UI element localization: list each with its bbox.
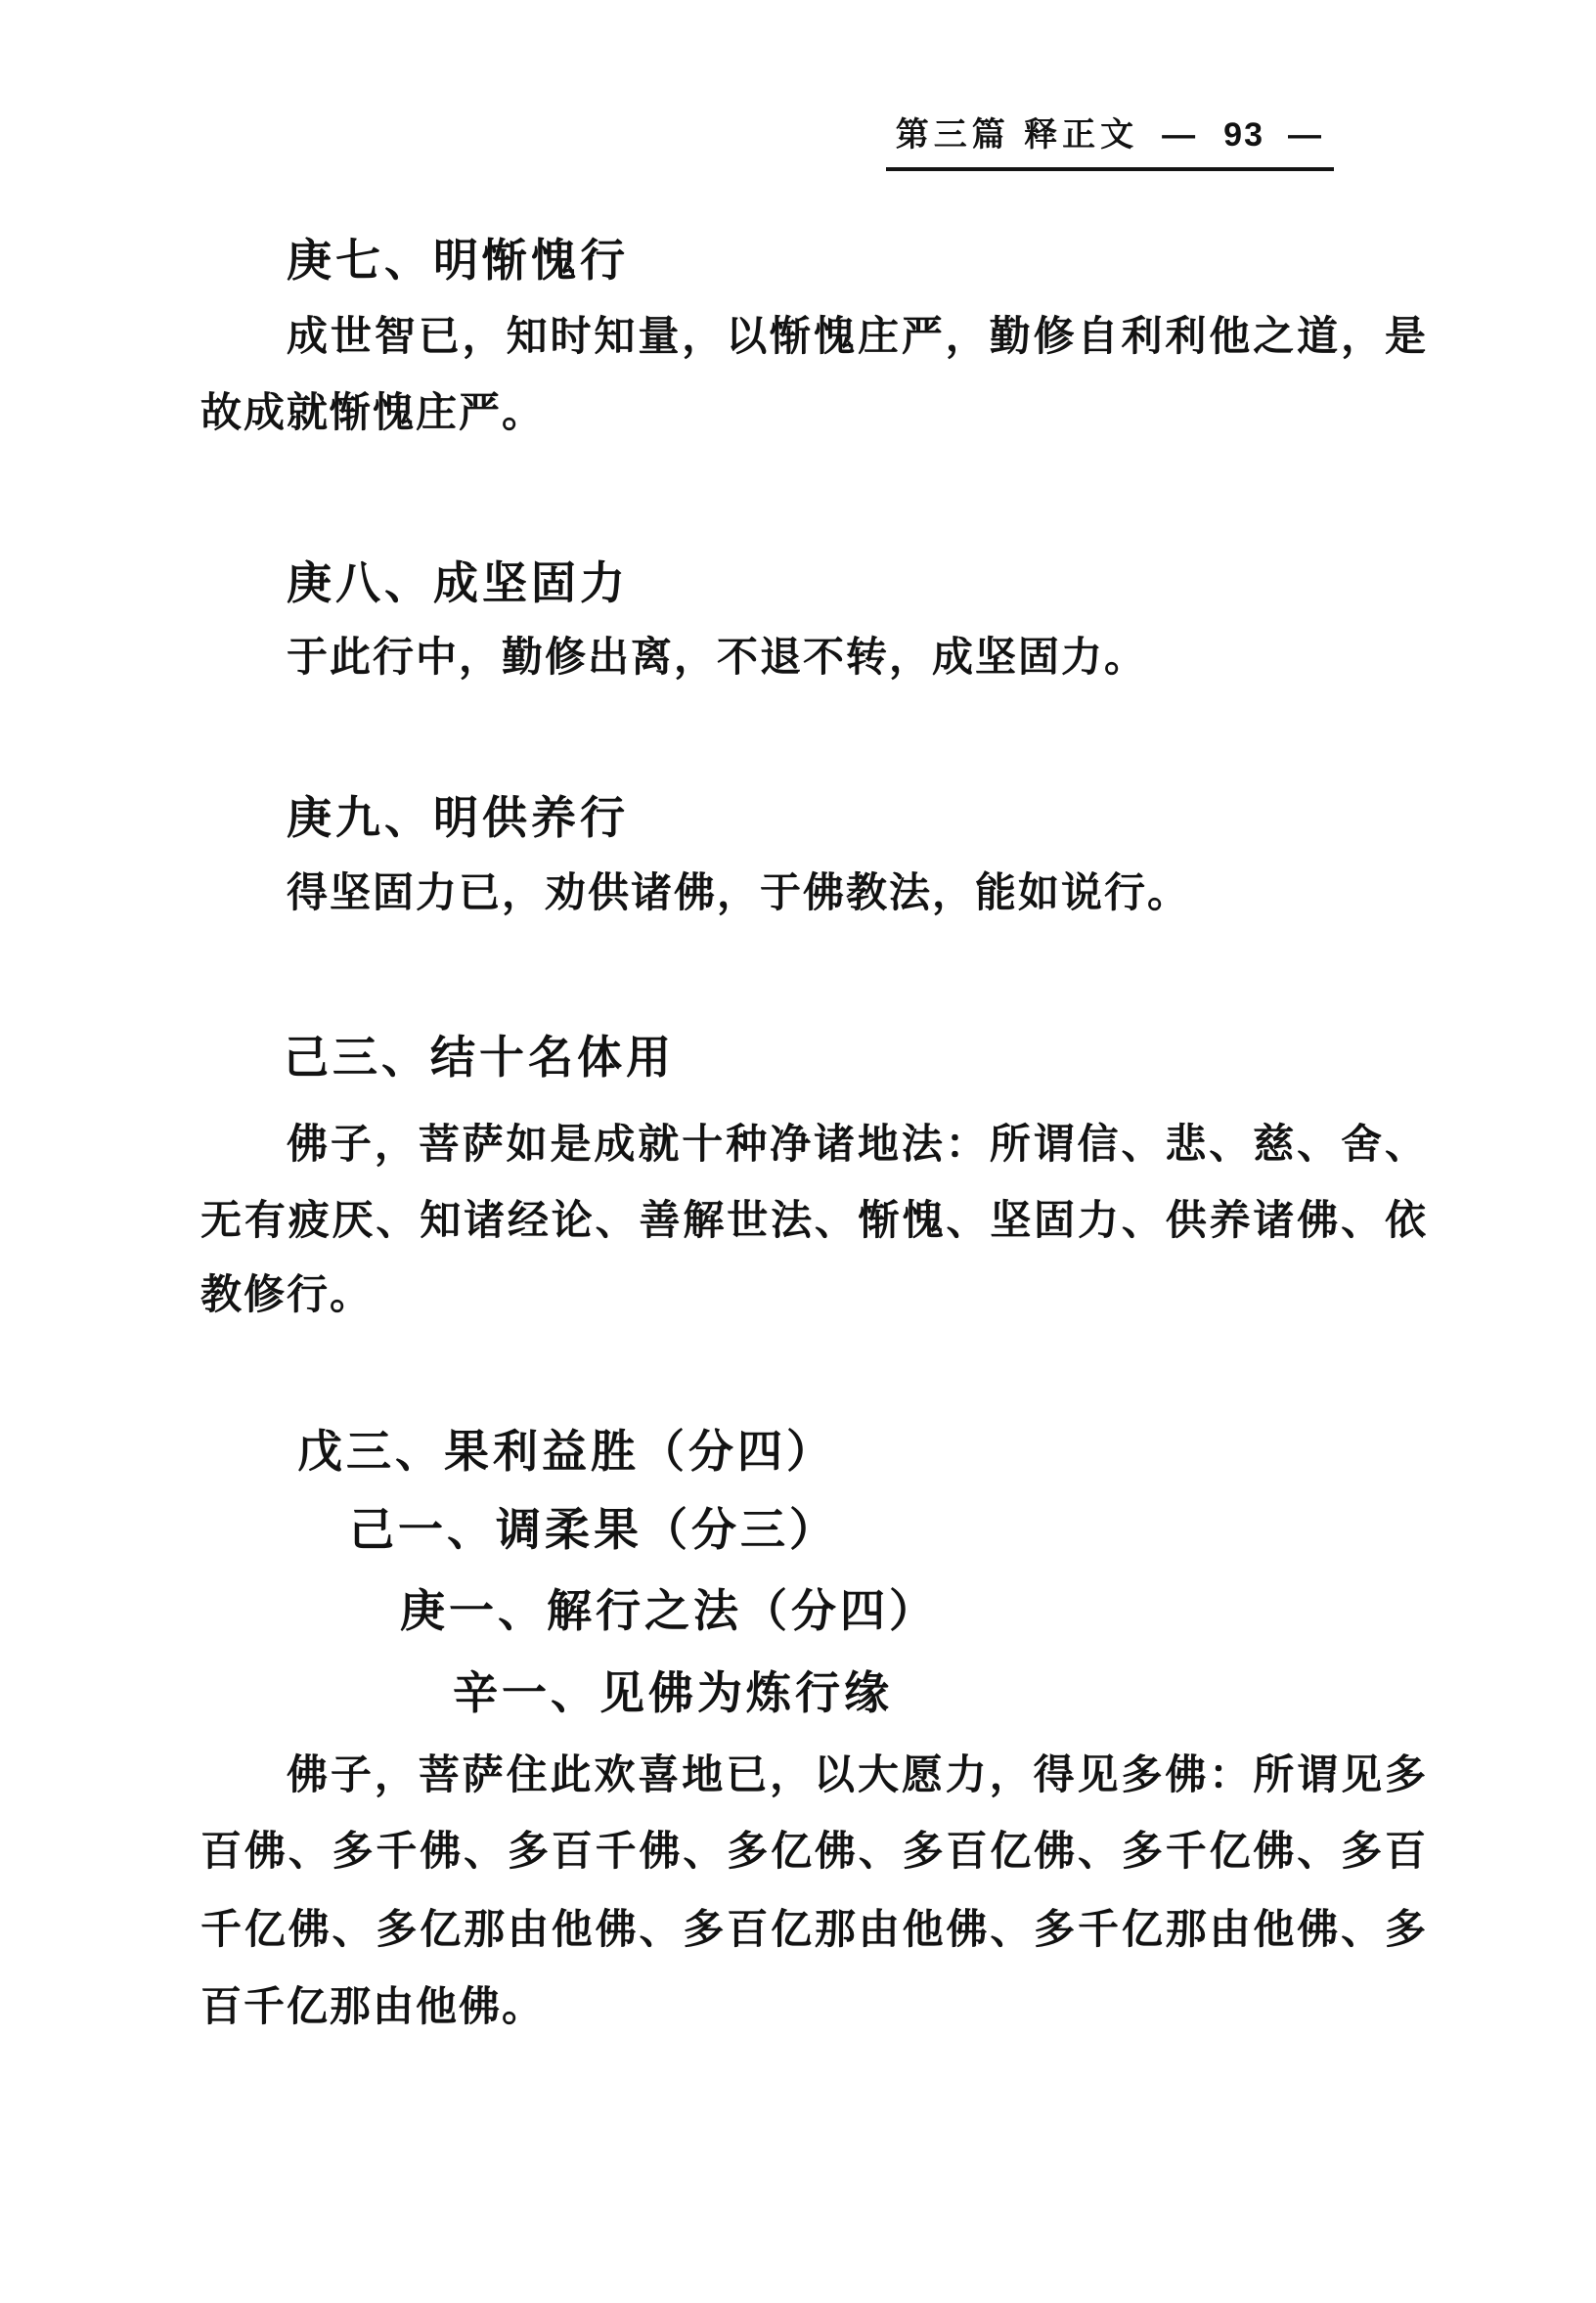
body-line: 佛子，菩萨如是成就十种净诸地法：所谓信、悲、慈、舍、 — [287, 1121, 1428, 1167]
section-heading-jisan: 己三、结十名体用 — [284, 1032, 675, 1083]
body-line: 无有疲厌、知诸经论、善解世法、惭愧、坚固力、供养诸佛、依 — [200, 1197, 1428, 1243]
body-line: 佛子，菩萨住此欢喜地已，以大愿力，得见多佛：所谓见多 — [287, 1751, 1428, 1797]
header-dash-right: — — [1288, 116, 1326, 154]
header-dash-left: — — [1162, 116, 1201, 154]
body-line: 千亿佛、多亿那由他佛、多百亿那由他佛、多千亿那由他佛、多 — [200, 1906, 1428, 1952]
page-header — [886, 108, 1334, 171]
body-line: 得坚固力已，劝供诸佛，于佛教法，能如说行。 — [287, 869, 1191, 915]
section-heading-gengjiu: 庚九、明供养行 — [287, 792, 629, 843]
body-line: 故成就惭愧庄严。 — [200, 389, 546, 435]
body-line: 成世智已，知时知量，以惭愧庄严，勤修自利利他之道，是 — [287, 313, 1428, 359]
outline-heading-xinyi: 辛一、见佛为炼行缘 — [453, 1667, 893, 1718]
outline-heading-gengyi: 庚一、解行之法（分四） — [400, 1585, 938, 1636]
section-heading-gengqi: 庚七、明惭愧行 — [287, 235, 629, 286]
section-heading-gengba: 庚八、成坚固力 — [287, 557, 629, 608]
outline-heading-wusan: 戊三、果利益胜（分四） — [297, 1426, 835, 1477]
body-line: 于此行中，勤修出离，不退不转，成坚固力。 — [287, 634, 1148, 680]
outline-heading-jiyi: 己一、调柔果（分三） — [349, 1504, 838, 1555]
body-line: 百佛、多千佛、多百千佛、多亿佛、多百亿佛、多千亿佛、多百 — [200, 1828, 1428, 1874]
body-line: 教修行。 — [200, 1271, 374, 1317]
body-line: 百千亿那由他佛。 — [200, 1983, 546, 2029]
page-number: 93 — [1223, 116, 1264, 154]
chapter-title: 第三篇 释正文 — [895, 116, 1139, 154]
